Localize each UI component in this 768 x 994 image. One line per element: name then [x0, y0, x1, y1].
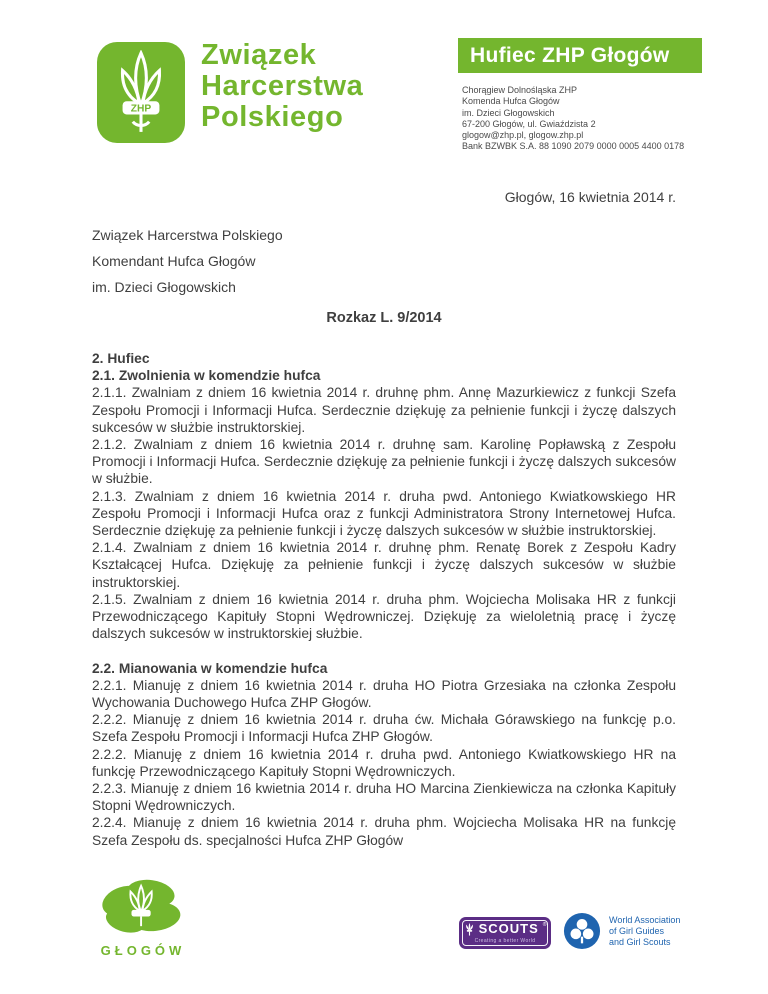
paragraph-2-1-4: 2.1.4. Zwalniam z dniem 16 kwietnia 2014 r. druhnę phm. Renatę Borek z Zespołu Kadry Kształcącej Hufca. Dziękuję za pełnienie funkcji i życzę dalszych sukcesów w służbie instruktorskiej. — [92, 540, 676, 590]
glogow-lily-icon — [95, 876, 191, 936]
wagggs-line3: and Girl Scouts — [609, 936, 671, 947]
letter-body — [92, 350, 676, 849]
wagggs-line1: World Association — [609, 914, 681, 925]
address-line5: glogow@zhp.pl, glogow.zhp.pl — [462, 130, 584, 141]
wagggs-trefoil-icon — [563, 912, 601, 950]
org-name — [201, 40, 363, 133]
zhp-logo — [97, 42, 185, 143]
wagggs-logo — [563, 912, 680, 950]
address-line2: Komenda Hufca Głogów — [462, 96, 560, 107]
sender-line3: im. Dzieci Głogowskich — [92, 279, 236, 295]
paragraph-2-2-3: 2.2.3. Mianuję z dniem 16 kwietnia 2014 r. druha HO Marcina Zienkiewicza na członka Kapituły Stopni Wędrowniczych. — [92, 781, 676, 814]
section-gap — [92, 642, 676, 659]
dateline: Głogów, 16 kwietnia 2014 r. — [504, 189, 676, 205]
address-line4: 67-200 Głogów, ul. Gwiaździsta 2 — [462, 118, 596, 129]
scouts-badge — [459, 917, 551, 949]
sender-block — [92, 222, 283, 300]
org-name-line1: Związek — [201, 39, 317, 71]
document-title: Rozkaz L. 9/2014 — [326, 310, 442, 326]
svg-text:ZHP: ZHP — [130, 102, 152, 114]
scout-fleur-de-lis-icon — [464, 922, 475, 937]
wagggs-line2: of Girl Guides — [609, 925, 665, 936]
glogow-logo — [93, 876, 193, 958]
scouts-registered-mark: ® — [542, 922, 547, 928]
paragraph-2-1-1: 2.1.1. Zwalniam z dniem 16 kwietnia 2014 r. druhnę phm. Annę Mazurkiewicz z funkcji Szefa Zespołu Promocji i Informacji Hufca. Serdecznie dziękuję za pełnienie funkcji i życzę dalszych sukcesów w służbie instruktorskiej. — [92, 385, 676, 435]
wagggs-text — [609, 915, 680, 948]
paragraph-2-2-2a: 2.2.2. Mianuję z dniem 16 kwietnia 2014 r. druha ćw. Michała Górawskiego na funkcję p.o. Szefa Zespołu Promocji i Informacji Hufca ZHP Głogów. — [92, 712, 676, 745]
sender-line2: Komendant Hufca Głogów — [92, 253, 256, 269]
paragraph-2-1-3: 2.1.3. Zwalniam z dniem 16 kwietnia 2014 r. druha pwd. Antoniego Kwiatkowskiego HR Zespołu Promocji i Informacji Hufca oraz z funkcji Administratora Strony Internetowej Hufca. Serdecznie dziękuję za pełnienie funkcji i życzę dalszych sukcesów w służbie instruktorskiej. — [92, 488, 676, 539]
scouts-label: SCOUTS — [478, 921, 539, 936]
sender-line1: Związek Harcerstwa Polskiego — [92, 227, 283, 243]
org-name-line3: Polskiego — [201, 101, 344, 133]
paragraph-2-1-5: 2.1.5. Zwalniam z dniem 16 kwietnia 2014 r. druha phm. Wojciecha Molisaka HR z funkcji Przewodniczącego Kapituły Stopni Wędrowniczej. Dziękuję za wieloletnią pracę i życzę dalszych sukcesów w instruktorskiej służbie. — [92, 591, 676, 642]
scouts-tagline: Creating a better World — [474, 938, 536, 944]
address-line1: Chorągiew Dolnośląska ZHP — [462, 85, 578, 95]
section1-heading: 2. Hufiec — [92, 351, 150, 366]
paragraph-2-2-2b: 2.2.2. Mianuję z dniem 16 kwietnia 2014 r. druha pwd. Antoniego Kwiatkowskiego HR na funkcję Przewodniczącego Kapituły Stopni Wędrowniczych. — [92, 746, 676, 779]
address-line6: Bank BZWBK S.A. 88 1090 2079 0000 0005 4400 0178 — [462, 141, 685, 152]
zhp-lily-icon — [110, 50, 172, 136]
section1-subheading: 2.1. Zwolnienia w komendzie hufca — [92, 368, 321, 384]
paragraph-2-2-1: 2.2.1. Mianuję z dniem 16 kwietnia 2014 r. druha HO Piotra Grzesiaka na członka Zespołu Wychowania Duchowego Hufca ZHP Głogów. — [92, 677, 676, 711]
scouts-row — [464, 922, 547, 937]
org-name-line2: Harcerstwa — [201, 70, 364, 102]
glogow-label: GŁOGÓW — [100, 943, 186, 958]
paragraph-2-2-4: 2.2.4. Mianuję z dniem 16 kwietnia 2014 r. druha phm. Wojciecha Molisaka HR na funkcję Szefa Zespołu ds. specjalności Hufca ZHP Głogów — [92, 815, 676, 848]
address-line3: im. Dzieci Głogowskich — [462, 107, 555, 118]
banner-title: Hufiec ZHP Głogów — [458, 38, 702, 73]
section2-heading: 2.2. Mianowania w komendzie hufca — [92, 660, 328, 676]
address-block — [462, 85, 684, 153]
paragraph-2-1-2: 2.1.2. Zwalniam z dniem 16 kwietnia 2014 r. druhnę sam. Karolinę Popławską z Zespołu Promocji i Informacji Hufca. Serdecznie dziękuję za pełnienie funkcji i życzę dalszych sukcesów w służbie. — [92, 437, 676, 487]
